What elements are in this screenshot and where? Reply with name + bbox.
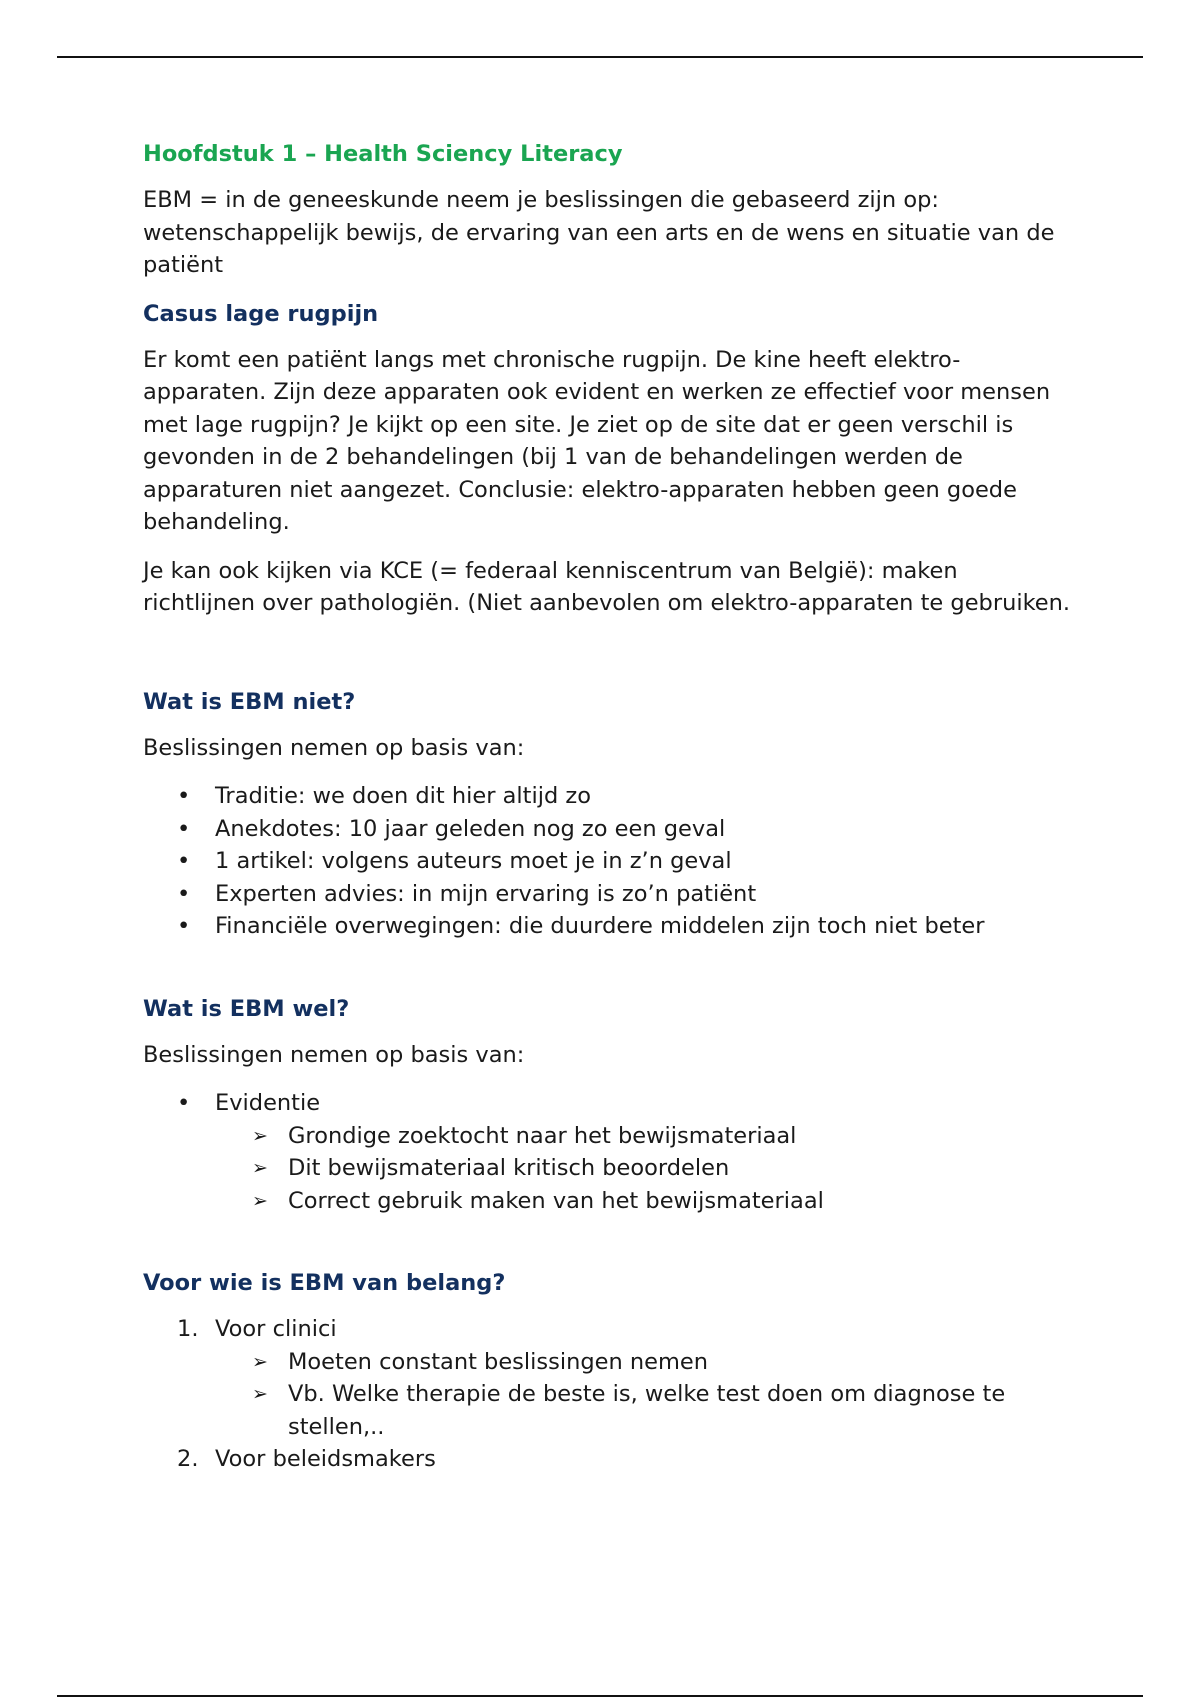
list-item xyxy=(177,878,1073,911)
list-number: 1. xyxy=(177,1316,199,1342)
bullet-icon: • xyxy=(177,848,191,874)
list-item xyxy=(177,813,1073,846)
niet-list xyxy=(143,780,1073,943)
casus-paragraph-2: Je kan ook kijken via KCE (= federaal kenniscentrum van België): maken richtlijnen over pathologiën. (Niet aanbevolen om elektro-apparaten te gebruiken. xyxy=(143,557,1071,616)
sub-list-item xyxy=(252,1152,1073,1185)
spacer xyxy=(143,943,1073,993)
document-body xyxy=(143,138,1073,1476)
niet-intro: Beslissingen nemen op basis van: xyxy=(143,734,525,761)
bullet-icon: • xyxy=(177,815,191,842)
wel-list xyxy=(143,1087,1073,1217)
list-number: 2. xyxy=(177,1446,199,1472)
arrow-bullet-icon: ➢ xyxy=(252,1124,268,1147)
arrow-bullet-icon: ➢ xyxy=(252,1189,268,1212)
chapter-title: Hoofdstuk 1 – Health Sciency Literacy xyxy=(143,141,623,167)
sub-list-item xyxy=(252,1378,1073,1443)
sub-list-item xyxy=(252,1120,1073,1153)
footer-rule xyxy=(57,1695,1143,1697)
list-item-text: Experten advies: in mijn ervaring is zo’n patiënt xyxy=(215,880,757,907)
header-rule xyxy=(57,56,1143,58)
belang-heading: Voor wie is EBM van belang? xyxy=(143,1270,506,1296)
wel-sublist xyxy=(215,1120,1073,1218)
bullet-icon: • xyxy=(177,1090,191,1116)
spacer xyxy=(143,1217,1073,1267)
arrow-bullet-icon: ➢ xyxy=(252,1157,268,1179)
sub-list-item-text: Vb. Welke therapie de beste is, welke test doen om diagnose te stellen,.. xyxy=(288,1381,1006,1440)
list-item xyxy=(177,780,1073,813)
list-item-text: Evidentie xyxy=(215,1090,321,1116)
bullet-icon: • xyxy=(177,783,191,809)
list-item-text: Voor beleidsmakers xyxy=(215,1446,436,1472)
list-item-text: 1 artikel: volgens auteurs moet je in z’n geval xyxy=(215,848,732,874)
sub-list-item xyxy=(252,1346,1073,1379)
sub-list-item-text: Grondige zoektocht naar het bewijsmateriaal xyxy=(288,1122,797,1149)
list-item xyxy=(177,910,1073,943)
spacer xyxy=(143,636,1073,686)
casus-heading: Casus lage rugpijn xyxy=(143,300,379,327)
casus-paragraph-1: Er komt een patiënt langs met chronische rugpijn. De kine heeft elektro-apparaten. Zijn deze apparaten ook evident en werken ze effectief voor mensen met lage rugpijn? Je kijkt op een site. Je ziet op de site dat er geen verschil is gevonden in de 2 behandelingen (bij 1 van de behandelingen werden de apparaturen niet aangezet. Conclusie: elektro-apparaten hebben geen goede behandeling. xyxy=(143,346,1051,535)
arrow-bullet-icon: ➢ xyxy=(252,1383,268,1405)
sub-list-item-text: Moeten constant beslissingen nemen xyxy=(288,1348,709,1375)
belang-sublist xyxy=(215,1346,1073,1444)
list-item xyxy=(177,1087,1073,1217)
sub-list-item-text: Dit bewijsmateriaal kritisch beoordelen xyxy=(288,1155,730,1181)
list-item-text: Voor clinici xyxy=(215,1316,337,1342)
wel-heading: Wat is EBM wel? xyxy=(143,995,350,1022)
list-item-text: Traditie: we doen dit hier altijd zo xyxy=(215,783,591,809)
wel-intro: Beslissingen nemen op basis van: xyxy=(143,1041,525,1068)
list-item-text: Anekdotes: 10 jaar geleden nog zo een geval xyxy=(215,815,726,842)
sub-list-item-text: Correct gebruik maken van het bewijsmateriaal xyxy=(288,1187,824,1214)
ebm-definition: EBM = in de geneeskunde neem je beslissingen die gebaseerd zijn op: wetenschappelijk bewijs, de ervaring van een arts en de wens en situatie van de patiënt xyxy=(143,187,1055,278)
arrow-bullet-icon: ➢ xyxy=(252,1350,268,1373)
list-item xyxy=(177,1313,1073,1443)
list-item xyxy=(177,845,1073,878)
list-item xyxy=(177,1443,1073,1476)
bullet-icon: • xyxy=(177,880,191,907)
list-item-text: Financiële overwegingen: die duurdere middelen zijn toch niet beter xyxy=(215,913,985,939)
belang-list xyxy=(143,1313,1073,1476)
bullet-icon: • xyxy=(177,913,191,939)
niet-heading: Wat is EBM niet? xyxy=(143,688,356,715)
sub-list-item xyxy=(252,1185,1073,1218)
